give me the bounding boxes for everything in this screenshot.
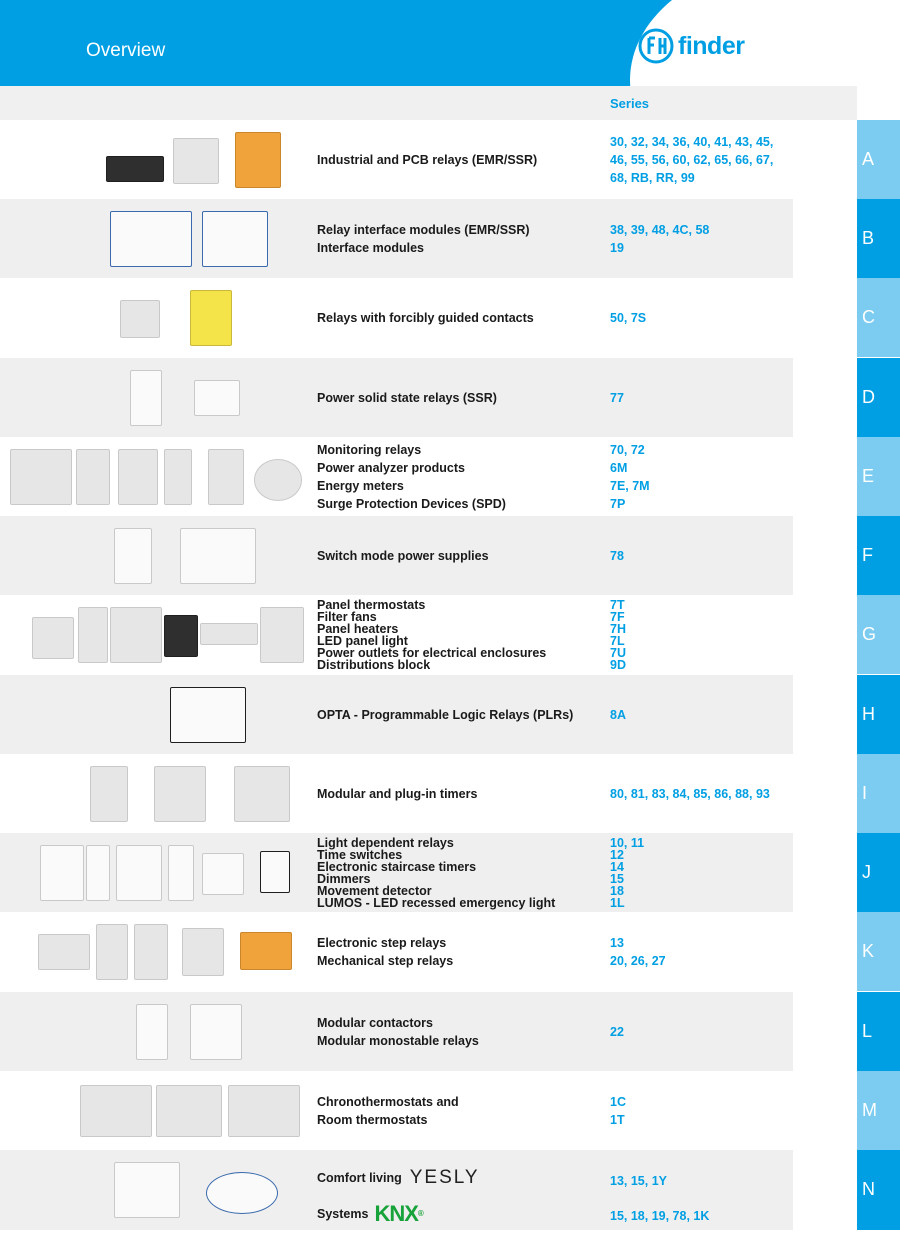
- product-row-industrial-relays[interactable]: [0, 120, 793, 199]
- series-value: 22: [610, 1024, 624, 1039]
- series-value: 20, 26, 27: [610, 953, 666, 968]
- section-tab-n[interactable]: [857, 1150, 900, 1230]
- series-value: 14: [610, 859, 624, 874]
- series-value: 9D: [610, 657, 626, 672]
- product-label: Switch mode power supplies: [317, 548, 489, 563]
- product-label: Relays with forcibly guided contacts: [317, 310, 534, 325]
- systems-line: [317, 1196, 607, 1232]
- product-image: [254, 459, 302, 501]
- product-image-group: [10, 207, 305, 270]
- product-labels: [317, 595, 607, 674]
- series-value: 7L: [610, 633, 625, 648]
- product-label: Relay interface modules (EMR/SSR): [317, 222, 530, 237]
- series-value: 13: [610, 935, 624, 950]
- product-image: [206, 1172, 278, 1214]
- registered-mark-icon: ®: [417, 1209, 424, 1218]
- product-image: [240, 932, 292, 970]
- product-image: [182, 928, 224, 976]
- product-row-forcibly-guided[interactable]: [0, 278, 793, 357]
- product-labels: [317, 833, 607, 912]
- product-image: [96, 924, 128, 980]
- series-value: 6M: [610, 460, 628, 475]
- product-image: [10, 449, 72, 505]
- product-row-lighting-control[interactable]: [0, 833, 793, 912]
- section-tab-j[interactable]: [857, 833, 900, 912]
- product-labels: [317, 912, 607, 991]
- product-label: Dimmers: [317, 871, 371, 886]
- product-image-group: [10, 445, 305, 508]
- product-image: [114, 528, 152, 584]
- series-value: 77: [610, 390, 624, 405]
- product-label: Time switches: [317, 847, 403, 862]
- product-label: LUMOS - LED recessed emergency light: [317, 895, 556, 910]
- product-label: Industrial and PCB relays (EMR/SSR): [317, 152, 538, 167]
- section-tab-k[interactable]: [857, 912, 900, 991]
- series-value: 15, 18, 19, 78, 1K: [610, 1209, 710, 1223]
- section-tab-c[interactable]: [857, 278, 900, 357]
- series-value: 13, 15, 1Y: [610, 1174, 667, 1188]
- product-image: [38, 934, 90, 970]
- product-labels: [317, 1150, 607, 1230]
- section-tab-b[interactable]: [857, 199, 900, 278]
- product-image: [78, 607, 108, 663]
- product-image: [194, 380, 240, 416]
- product-image: [110, 607, 162, 663]
- product-row-timers[interactable]: [0, 754, 793, 833]
- tab-letter: L: [862, 1021, 873, 1041]
- product-image: [86, 845, 110, 901]
- product-label: LED panel light: [317, 633, 408, 648]
- section-tab-a[interactable]: [857, 120, 900, 199]
- product-labels: [317, 278, 607, 357]
- series-value: 80, 81, 83, 84, 85, 86, 88, 93: [610, 786, 770, 801]
- product-image: [170, 687, 246, 743]
- product-label: OPTA - Programmable Logic Relays (PLRs): [317, 707, 574, 722]
- series-column-header: Series: [610, 96, 650, 111]
- product-image-group: [10, 603, 305, 666]
- series-numbers: [610, 437, 790, 516]
- product-label: Panel heaters: [317, 621, 399, 636]
- knx-logo: KNX: [374, 1201, 418, 1226]
- product-image: [180, 528, 256, 584]
- product-row-opta[interactable]: [0, 675, 793, 754]
- series-numbers: [610, 1071, 790, 1150]
- product-label: Modular monostable relays: [317, 1033, 479, 1048]
- product-label: Room thermostats: [317, 1112, 428, 1127]
- product-image: [90, 766, 128, 822]
- product-image: [32, 617, 74, 659]
- series-value: 15: [610, 871, 624, 886]
- tab-letter: A: [862, 149, 875, 169]
- product-image: [190, 290, 232, 346]
- product-image-group: [10, 683, 305, 746]
- product-image: [118, 449, 158, 505]
- product-row-step-relays[interactable]: [0, 912, 793, 991]
- product-row-interface-modules[interactable]: [0, 199, 793, 278]
- product-image: [76, 449, 110, 505]
- product-image-group: [10, 128, 305, 191]
- finder-logo-icon: [638, 28, 674, 64]
- product-row-power-supplies[interactable]: [0, 516, 793, 595]
- page-title: Overview: [86, 40, 166, 61]
- product-row-comfort-systems[interactable]: [0, 1150, 793, 1230]
- yesly-logo: YESLY: [409, 1167, 480, 1188]
- series-value: 7P: [610, 496, 626, 511]
- section-tab-g[interactable]: [857, 595, 900, 674]
- product-image: [154, 766, 206, 822]
- series-numbers: [610, 675, 790, 754]
- product-image: [106, 156, 164, 182]
- product-label: Light dependent relays: [317, 835, 454, 850]
- product-labels: [317, 992, 607, 1071]
- product-label: Movement detector: [317, 883, 432, 898]
- product-image: [202, 853, 244, 895]
- product-image-group: [10, 366, 305, 429]
- product-label: Filter fans: [317, 609, 377, 624]
- product-image: [168, 845, 194, 901]
- product-image: [120, 300, 160, 338]
- product-label: Interface modules: [317, 240, 424, 255]
- product-label: Systems: [317, 1207, 369, 1221]
- tab-letter: E: [862, 466, 875, 486]
- tab-letter: F: [862, 545, 873, 565]
- product-image: [110, 211, 192, 267]
- series-value: 38, 39, 48, 4C, 58: [610, 222, 710, 237]
- series-value: 70, 72: [610, 442, 645, 457]
- product-row-contactors[interactable]: [0, 992, 793, 1071]
- product-image: [40, 845, 84, 901]
- series-value: 7E, 7M: [610, 478, 650, 493]
- product-label: Modular contactors: [317, 1015, 433, 1030]
- product-label: Surge Protection Devices (SPD): [317, 496, 506, 511]
- tab-letter: K: [862, 941, 875, 961]
- series-numbers: [610, 912, 790, 991]
- series-numbers: [610, 516, 790, 595]
- product-label: Distributions block: [317, 657, 431, 672]
- product-labels: [317, 516, 607, 595]
- product-image-group: [10, 286, 305, 349]
- series-value: 18: [610, 883, 624, 898]
- tab-letter: I: [862, 783, 868, 803]
- product-image: [234, 766, 290, 822]
- product-image: [202, 211, 268, 267]
- product-image: [235, 132, 281, 188]
- product-labels: [317, 199, 607, 278]
- product-labels: [317, 754, 607, 833]
- series-numbers: [610, 1150, 790, 1230]
- product-image: [80, 1085, 152, 1137]
- series-value: 10, 11: [610, 835, 645, 850]
- product-image: [228, 1085, 300, 1137]
- tab-letter: C: [862, 307, 875, 327]
- product-label: Monitoring relays: [317, 442, 422, 457]
- series-value: 8A: [610, 707, 626, 722]
- product-label: Electronic step relays: [317, 935, 447, 950]
- product-image: [116, 845, 162, 901]
- product-labels: [317, 675, 607, 754]
- product-label: Power analyzer products: [317, 460, 465, 475]
- product-image-group: [10, 524, 305, 587]
- series-numbers: [610, 833, 790, 912]
- product-image: [134, 924, 168, 980]
- product-image-group: [10, 762, 305, 825]
- series-header-band: [0, 86, 857, 120]
- series-value: 1C: [610, 1094, 626, 1109]
- tab-letter: M: [862, 1100, 877, 1120]
- section-tab-l[interactable]: [857, 992, 900, 1071]
- series-value: 7U: [610, 645, 626, 660]
- product-image-group: [10, 1158, 305, 1221]
- series-value: 78: [610, 548, 624, 563]
- section-tab-m[interactable]: [857, 1071, 900, 1150]
- series-value: 7H: [610, 621, 626, 636]
- product-image-group: [10, 841, 305, 904]
- tab-letter: G: [862, 624, 877, 644]
- finder-logo: [638, 28, 778, 68]
- product-image: [164, 449, 192, 505]
- section-tab-f[interactable]: [857, 516, 900, 595]
- product-image-group: [10, 920, 305, 983]
- section-tab-i[interactable]: [857, 754, 900, 833]
- series-value: 68, RB, RR, 99: [610, 170, 695, 185]
- product-image: [156, 1085, 222, 1137]
- tab-letter: B: [862, 228, 875, 248]
- product-label: Modular and plug-in timers: [317, 786, 478, 801]
- product-row-power-ssr[interactable]: [0, 358, 793, 437]
- product-label: Chronothermostats and: [317, 1094, 459, 1109]
- series-numbers: [610, 120, 790, 199]
- series-value: 46, 55, 56, 60, 62, 65, 66, 67,: [610, 152, 774, 167]
- tab-letter: J: [862, 862, 871, 882]
- comfort-living-line: [317, 1160, 607, 1196]
- series-numbers: [610, 278, 790, 357]
- series-value: 30, 32, 34, 36, 40, 41, 43, 45,: [610, 134, 774, 149]
- product-label: Electronic staircase timers: [317, 859, 477, 874]
- series-value: 1T: [610, 1112, 625, 1127]
- product-label: Mechanical step relays: [317, 953, 454, 968]
- product-row-monitoring[interactable]: [0, 437, 793, 516]
- product-image-group: [10, 1079, 305, 1142]
- series-value: 7F: [610, 609, 625, 624]
- series-numbers: [610, 754, 790, 833]
- tab-letter: D: [862, 387, 875, 407]
- section-tab-e[interactable]: [857, 437, 900, 516]
- product-image: [164, 615, 198, 657]
- product-image: [136, 1004, 168, 1060]
- section-tab-d[interactable]: [857, 358, 900, 437]
- tab-letter: N: [862, 1179, 875, 1199]
- series-value: 1L: [610, 895, 625, 910]
- product-image: [260, 607, 304, 663]
- product-image: [200, 623, 258, 645]
- series-value: 19: [610, 240, 624, 255]
- product-labels: [317, 120, 607, 199]
- product-labels: [317, 1071, 607, 1150]
- product-image: [260, 851, 290, 893]
- product-row-enclosure-accessories[interactable]: [0, 595, 793, 674]
- series-numbers: [610, 992, 790, 1071]
- series-numbers: [610, 358, 790, 437]
- product-labels: [317, 437, 607, 516]
- series-numbers: [610, 199, 790, 278]
- product-labels: [317, 358, 607, 437]
- page-header: [0, 0, 900, 86]
- product-label: Panel thermostats: [317, 597, 426, 612]
- product-image: [190, 1004, 242, 1060]
- product-label: Power solid state relays (SSR): [317, 390, 497, 405]
- series-value: 50, 7S: [610, 310, 647, 325]
- finder-logo-text: finder: [678, 32, 745, 60]
- product-row-thermostats[interactable]: [0, 1071, 793, 1150]
- product-label: Power outlets for electrical enclosures: [317, 645, 547, 660]
- product-image: [130, 370, 162, 426]
- product-image: [173, 138, 219, 184]
- series-value: 12: [610, 847, 624, 862]
- product-image: [114, 1162, 180, 1218]
- product-image-group: [10, 1000, 305, 1063]
- product-image: [208, 449, 244, 505]
- series-value: 7T: [610, 597, 625, 612]
- series-numbers: [610, 595, 790, 674]
- tab-letter: H: [862, 704, 875, 724]
- section-tab-h[interactable]: [857, 675, 900, 754]
- product-label: Comfort living: [317, 1171, 402, 1185]
- product-label: Energy meters: [317, 478, 404, 493]
